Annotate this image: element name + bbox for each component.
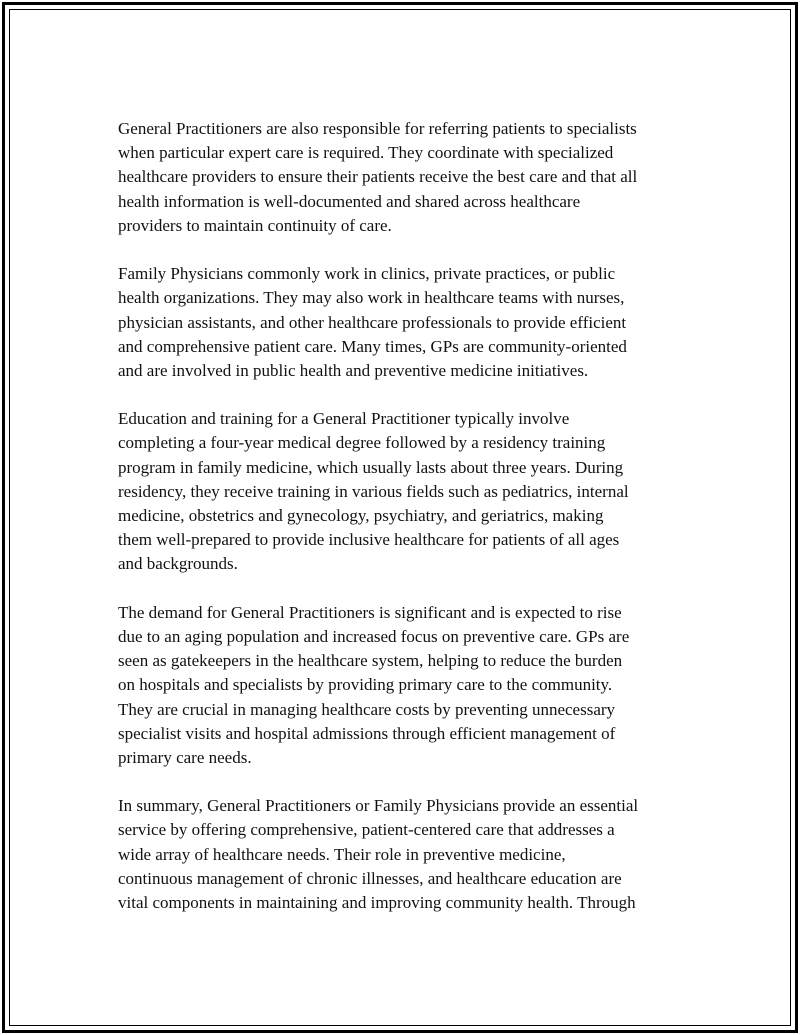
text-line: program in family medicine, which usually lasts about three years. During [118, 457, 624, 477]
text-line: and comprehensive patient care. Many times, GPs are community-oriented [118, 336, 627, 356]
paragraph-work-settings [118, 262, 698, 383]
text-line: providers to maintain continuity of care. [118, 215, 392, 235]
text-line: health organizations. They may also work in healthcare teams with nurses, [118, 288, 625, 308]
text-line: due to an aging population and increased focus on preventive care. GPs are [118, 626, 630, 646]
document-body [118, 117, 698, 939]
text-line: seen as gatekeepers in the healthcare system, helping to reduce the burden [118, 651, 623, 671]
text-line: They are crucial in managing healthcare costs by preventing unnecessary [118, 699, 616, 719]
paragraph-education-training [118, 407, 698, 576]
text-line: healthcare providers to ensure their patients receive the best care and that all [118, 167, 638, 187]
text-line: wide array of healthcare needs. Their role in preventive medicine, [118, 844, 566, 864]
text-line: In summary, General Practitioners or Family Physicians provide an essential [118, 796, 639, 816]
text-line: on hospitals and specialists by providing primary care to the community. [118, 675, 613, 695]
text-line: and are involved in public health and preventive medicine initiatives. [118, 360, 589, 380]
paragraph-demand [118, 601, 698, 770]
text-line: primary care needs. [118, 747, 252, 767]
text-line: physician assistants, and other healthcare professionals to provide efficient [118, 312, 627, 332]
text-line: when particular expert care is required. They coordinate with specialized [118, 143, 614, 163]
paragraph-summary [118, 794, 698, 915]
text-line: medicine, obstetrics and gynecology, psychiatry, and geriatrics, making [118, 506, 604, 525]
text-line: health information is well-documented and shared across healthcare [118, 191, 581, 211]
text-line: vital components in maintaining and improving community health. Through [118, 893, 636, 912]
text-line: Education and training for a General Practitioner typically involve [118, 409, 570, 429]
text-line: them well-prepared to provide inclusive healthcare for patients of all ages [118, 530, 620, 550]
text-line: General Practitioners are also responsible for referring patients to specialists [118, 119, 637, 138]
text-line: The demand for General Practitioners is significant and is expected to rise [118, 602, 622, 622]
paragraph-referrals [118, 117, 698, 238]
text-line: and backgrounds. [118, 554, 238, 574]
text-line: specialist visits and hospital admissions through efficient management of [118, 723, 616, 743]
text-line: continuous management of chronic illnesses, and healthcare education are [118, 868, 622, 888]
text-line: completing a four-year medical degree followed by a residency training [118, 433, 606, 453]
text-line: service by offering comprehensive, patient-centered care that addresses a [118, 820, 615, 840]
text-line: Family Physicians commonly work in clinics, private practices, or public [118, 264, 616, 284]
text-line: residency, they receive training in various fields such as pediatrics, internal [118, 481, 629, 501]
